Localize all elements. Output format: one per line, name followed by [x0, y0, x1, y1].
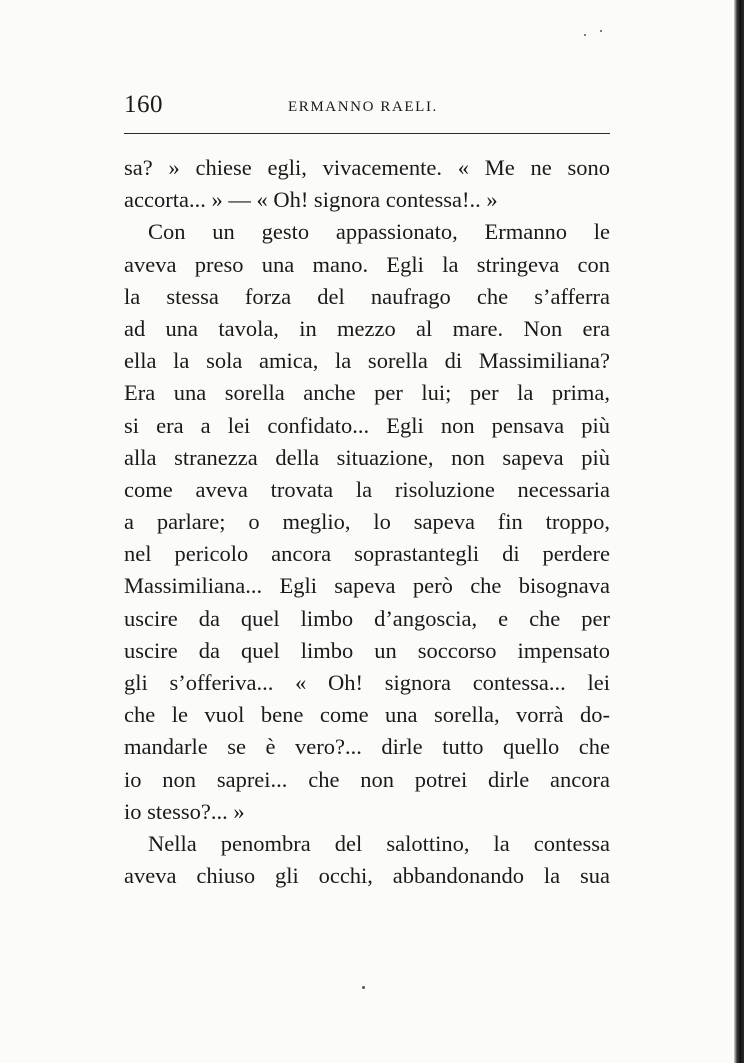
text-line: gli s’offeriva... « Oh! signora contessa... lei — [124, 670, 610, 695]
text-line: Massimiliana... Egli sapeva però che bisognava — [124, 573, 610, 599]
text-line: che le vuol bene come una sorella, vorrà do- — [124, 702, 610, 728]
text-line: Nella penombra del salottino, la contessa — [148, 830, 610, 856]
body-text — [124, 152, 610, 892]
text-line: a parlare; o meglio, lo sapeva fin troppo, — [124, 509, 610, 535]
paper-speck — [362, 986, 365, 989]
text-line: si era a lei confidato... Egli non pensava più — [124, 412, 610, 438]
running-title: ERMANNO RAELI. — [288, 99, 438, 115]
paper-speck — [584, 34, 586, 36]
text-line: Era una sorella anche per lui; per la prima, — [124, 380, 610, 406]
text-line: nel pericolo ancora soprastantegli di perdere — [124, 541, 610, 567]
text-line: sa? » chiese egli, vivacemente. « Me ne sono — [124, 155, 610, 180]
paper-speck — [600, 30, 602, 32]
text-line: mandarle se è vero?... dirle tutto quello che — [124, 734, 610, 760]
text-line: Con un gesto appassionato, Ermanno le — [148, 219, 610, 245]
page-edge — [734, 0, 744, 1063]
text-line: io stesso?... » — [124, 798, 245, 824]
text-line: alla stranezza della situazione, non sapeva più — [124, 444, 610, 470]
header-rule — [124, 133, 610, 134]
text-line: come aveva trovata la risoluzione necessaria — [124, 476, 610, 502]
text-line: accorta... » — « Oh! signora contessa!.. » — [124, 187, 498, 213]
page-header — [124, 88, 610, 128]
text-line: uscire da quel limbo d’angoscia, e che per — [124, 605, 610, 631]
page-number: 160 — [124, 91, 163, 118]
text-line: aveva preso una mano. Egli la stringeva con — [124, 251, 610, 277]
text-line: io non saprei... che non potrei dirle ancora — [124, 766, 610, 792]
text-line: ad una tavola, in mezzo al mare. Non era — [124, 315, 610, 341]
text-line: la stessa forza del naufrago che s’afferra — [124, 283, 610, 309]
text-line: ella la sola amica, la sorella di Massimiliana? — [124, 348, 610, 374]
text-line: uscire da quel limbo un soccorso impensato — [124, 637, 610, 663]
text-line: aveva chiuso gli occhi, abbandonando la sua — [124, 863, 610, 889]
